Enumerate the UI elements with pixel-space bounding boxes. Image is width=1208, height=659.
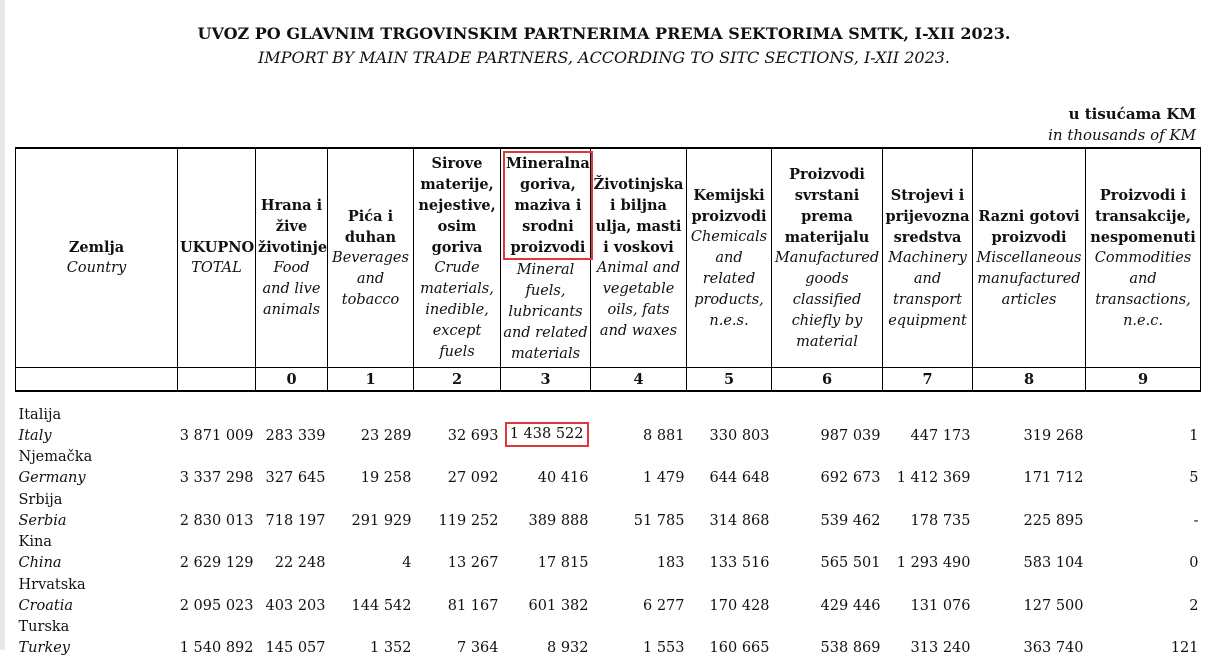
value-cell-c9: - bbox=[1086, 489, 1201, 532]
page-title: UVOZ PO GLAVNIM TRGOVINSKIM PARTNERIMA PREMA SEKTORIMA SMTK, I-XII 2023. bbox=[0, 24, 1208, 43]
country-name-en: Italy bbox=[19, 426, 176, 447]
col-number-8: 8 bbox=[973, 368, 1086, 392]
unit-label-local: u tisućama KM bbox=[1069, 105, 1196, 123]
value-cell-c9: 0 bbox=[1086, 532, 1201, 575]
value-cell-c5: 160 665 bbox=[687, 617, 772, 659]
value-cell-c5: 170 428 bbox=[687, 574, 772, 617]
value-cell-c0: 403 203 bbox=[256, 574, 328, 617]
country-cell bbox=[16, 447, 178, 490]
value-cell-c8: 225 895 bbox=[973, 489, 1086, 532]
header-row bbox=[16, 148, 1201, 368]
value-cell-c9: 1 bbox=[1086, 404, 1201, 447]
col-header-1: Pića i duhan Beverages and tobacco bbox=[328, 148, 414, 368]
value-cell-c2: 7 364 bbox=[414, 617, 501, 659]
col-number-4: 4 bbox=[591, 368, 687, 392]
value-cell-c7: 1 293 490 bbox=[883, 532, 973, 575]
country-name-local: Italija bbox=[19, 405, 176, 426]
table-row bbox=[16, 489, 1201, 532]
value-cell-c4: 1 553 bbox=[591, 617, 687, 659]
country-name-local: Kina bbox=[19, 532, 176, 553]
value-cell-c7: 131 076 bbox=[883, 574, 973, 617]
highlight-box-header: Mineralna goriva, maziva i srodni proizvodi bbox=[503, 151, 593, 260]
col-header-7: Strojevi i prijevozna sredstva Machinery and transport equipment bbox=[883, 148, 973, 368]
value-cell-c1: 144 542 bbox=[328, 574, 414, 617]
value-cell-c9: 121 bbox=[1086, 617, 1201, 659]
value-cell-c3: 1 438 522 bbox=[501, 404, 591, 447]
left-scroll-edge bbox=[0, 0, 5, 650]
col-number-1: 1 bbox=[328, 368, 414, 392]
value-cell-c2: 81 167 bbox=[414, 574, 501, 617]
country-name-en: Germany bbox=[19, 468, 176, 489]
table-body bbox=[16, 391, 1201, 659]
value-cell-total: 2 830 013 bbox=[178, 489, 256, 532]
country-name-local: Srbija bbox=[19, 490, 176, 511]
value-cell-c6: 429 446 bbox=[772, 574, 883, 617]
table-row bbox=[16, 447, 1201, 490]
col-header-2: Sirove materije, nejestive, osim goriva Crude materials, inedible, except fuels bbox=[414, 148, 501, 368]
value-cell-total: 2 629 129 bbox=[178, 532, 256, 575]
value-cell-c8: 171 712 bbox=[973, 447, 1086, 490]
value-cell-c6: 538 869 bbox=[772, 617, 883, 659]
table-row bbox=[16, 404, 1201, 447]
country-cell bbox=[16, 617, 178, 659]
value-cell-c2: 13 267 bbox=[414, 532, 501, 575]
value-cell-total: 2 095 023 bbox=[178, 574, 256, 617]
value-cell-c7: 178 735 bbox=[883, 489, 973, 532]
value-cell-c4: 183 bbox=[591, 532, 687, 575]
value-cell-c0: 327 645 bbox=[256, 447, 328, 490]
value-cell-c2: 27 092 bbox=[414, 447, 501, 490]
table-row bbox=[16, 574, 1201, 617]
col-header-8: Razni gotovi proizvodi Miscellaneous manufactured articles bbox=[973, 148, 1086, 368]
value-cell-c1: 19 258 bbox=[328, 447, 414, 490]
value-cell-total: 1 540 892 bbox=[178, 617, 256, 659]
value-cell-c3: 389 888 bbox=[501, 489, 591, 532]
value-cell-total: 3 871 009 bbox=[178, 404, 256, 447]
value-cell-c5: 314 868 bbox=[687, 489, 772, 532]
unit-label-en: in thousands of KM bbox=[1048, 126, 1196, 144]
table-row bbox=[16, 617, 1201, 659]
col-header-0: Hrana i žive životinje Food and live animals bbox=[256, 148, 328, 368]
col-number-3: 3 bbox=[501, 368, 591, 392]
country-name-en: China bbox=[19, 553, 176, 574]
value-cell-c5: 133 516 bbox=[687, 532, 772, 575]
value-cell-c9: 5 bbox=[1086, 447, 1201, 490]
value-cell-c0: 22 248 bbox=[256, 532, 328, 575]
value-cell-c5: 644 648 bbox=[687, 447, 772, 490]
value-cell-c9: 2 bbox=[1086, 574, 1201, 617]
value-cell-c7: 1 412 369 bbox=[883, 447, 973, 490]
value-cell-c4: 6 277 bbox=[591, 574, 687, 617]
value-cell-c0: 718 197 bbox=[256, 489, 328, 532]
value-cell-c6: 987 039 bbox=[772, 404, 883, 447]
col-number-7: 7 bbox=[883, 368, 973, 392]
country-name-en: Croatia bbox=[19, 596, 176, 617]
value-cell-c4: 8 881 bbox=[591, 404, 687, 447]
value-cell-c3: 40 416 bbox=[501, 447, 591, 490]
col-header-4: Životinjska i biljna ulja, masti i voskovi Animal and vegetable oils, fats and waxes bbox=[591, 148, 687, 368]
country-name-local: Turska bbox=[19, 617, 176, 638]
country-cell bbox=[16, 532, 178, 575]
value-cell-c6: 565 501 bbox=[772, 532, 883, 575]
trade-table bbox=[15, 147, 1201, 659]
col-number-2: 2 bbox=[414, 368, 501, 392]
value-cell-c8: 363 740 bbox=[973, 617, 1086, 659]
value-cell-total: 3 337 298 bbox=[178, 447, 256, 490]
country-name-local: Njemačka bbox=[19, 447, 176, 468]
column-number-row bbox=[16, 368, 1201, 392]
value-cell-c7: 447 173 bbox=[883, 404, 973, 447]
col-header-6: Proizvodi svrstani prema materijalu Manufactured goods classified chiefly by material bbox=[772, 148, 883, 368]
value-cell-c6: 692 673 bbox=[772, 447, 883, 490]
country-name-en: Turkey bbox=[19, 638, 176, 659]
value-cell-c8: 127 500 bbox=[973, 574, 1086, 617]
page-subtitle: IMPORT BY MAIN TRADE PARTNERS, ACCORDING TO SITC SECTIONS, I-XII 2023. bbox=[0, 48, 1208, 67]
col-header-3: Mineralna goriva, maziva i srodni proizvodi Mineral fuels, lubricants and related materials bbox=[501, 148, 591, 368]
value-cell-c2: 119 252 bbox=[414, 489, 501, 532]
value-cell-c4: 1 479 bbox=[591, 447, 687, 490]
col-header-total: UKUPNO TOTAL bbox=[178, 148, 256, 368]
col-header-country: Zemlja Country bbox=[16, 148, 178, 368]
value-cell-c3: 601 382 bbox=[501, 574, 591, 617]
country-name-local: Hrvatska bbox=[19, 575, 176, 596]
value-cell-c1: 1 352 bbox=[328, 617, 414, 659]
col-number-9: 9 bbox=[1086, 368, 1201, 392]
value-cell-c6: 539 462 bbox=[772, 489, 883, 532]
value-cell-c2: 32 693 bbox=[414, 404, 501, 447]
value-cell-c8: 583 104 bbox=[973, 532, 1086, 575]
value-cell-c8: 319 268 bbox=[973, 404, 1086, 447]
country-cell bbox=[16, 404, 178, 447]
table-row bbox=[16, 532, 1201, 575]
value-cell-c1: 4 bbox=[328, 532, 414, 575]
value-cell-c4: 51 785 bbox=[591, 489, 687, 532]
value-cell-c0: 145 057 bbox=[256, 617, 328, 659]
country-cell bbox=[16, 574, 178, 617]
country-name-en: Serbia bbox=[19, 511, 176, 532]
value-cell-c1: 23 289 bbox=[328, 404, 414, 447]
col-header-9: Proizvodi i transakcije, nespomenuti Commodities and transactions, n.e.c. bbox=[1086, 148, 1201, 368]
col-header-5: Kemijski proizvodi Chemicals and related products, n.e.s. bbox=[687, 148, 772, 368]
col-number-0: 0 bbox=[256, 368, 328, 392]
value-cell-c7: 313 240 bbox=[883, 617, 973, 659]
value-cell-c0: 283 339 bbox=[256, 404, 328, 447]
value-cell-c1: 291 929 bbox=[328, 489, 414, 532]
value-cell-c3: 8 932 bbox=[501, 617, 591, 659]
col-number-6: 6 bbox=[772, 368, 883, 392]
col-number-5: 5 bbox=[687, 368, 772, 392]
value-cell-c5: 330 803 bbox=[687, 404, 772, 447]
country-cell bbox=[16, 489, 178, 532]
value-cell-c3: 17 815 bbox=[501, 532, 591, 575]
